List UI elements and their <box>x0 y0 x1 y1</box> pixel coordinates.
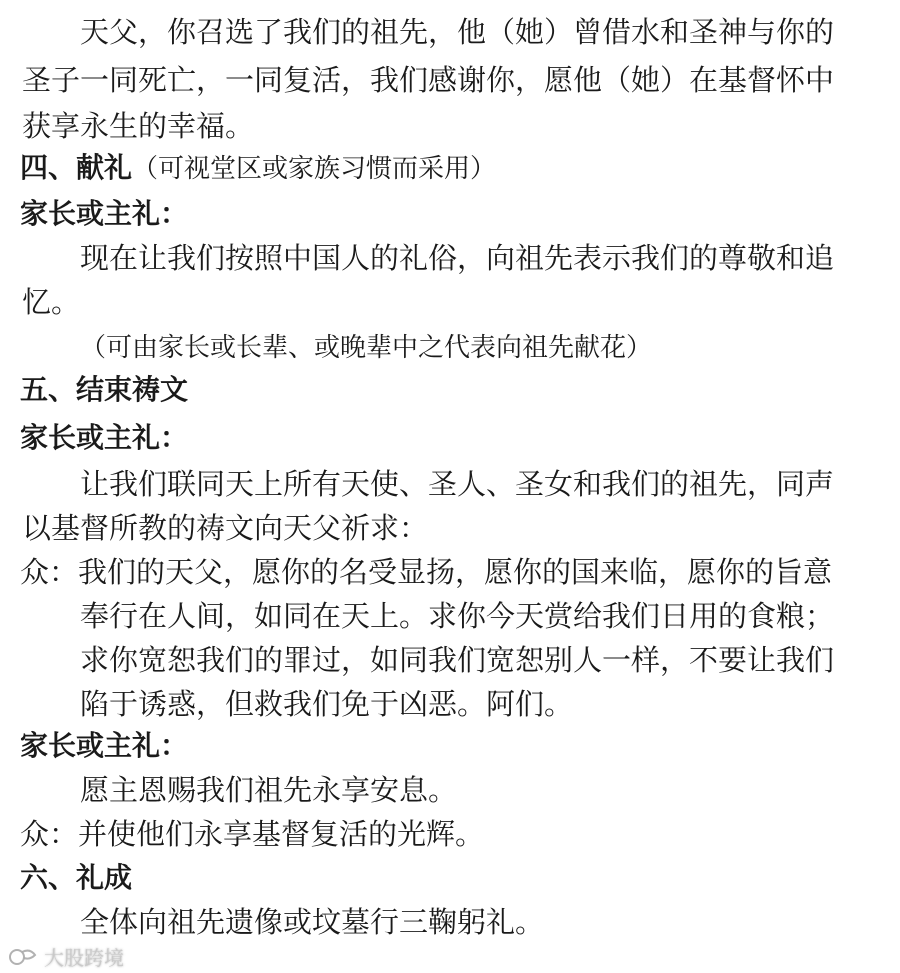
paragraph-line: 获享永生的幸福。 <box>22 109 255 143</box>
section-note: （可视堂区或家族习惯而采用） <box>132 154 497 184</box>
paragraph-line: 以基督所教的祷文向天父祈求： <box>22 511 429 545</box>
speaker-label: 家长或主礼： <box>20 421 189 454</box>
prayer-line: 众：我们的天父，愿你的名受显扬，愿你的国来临，愿你的旨意 <box>20 555 833 589</box>
speaker-label: 家长或主礼： <box>20 197 189 230</box>
section-title: 四、献礼 <box>20 151 133 184</box>
paragraph-line: 现在让我们按照中国人的礼俗，向祖先表示我们的尊敬和追 <box>80 241 835 275</box>
prayer-line: 求你宽恕我们的罪过，如同我们宽恕别人一样，不要让我们 <box>80 643 835 677</box>
prayer-line: 陷于诱惑，但救我们免于凶恶。阿们。 <box>80 687 574 721</box>
rubric-note: （可由家长或长辈、或晚辈中之代表向祖先献花） <box>80 333 653 363</box>
paragraph-line: 忆。 <box>22 285 81 319</box>
section-heading-5: 五、结束祷文 <box>20 373 189 406</box>
paragraph-line: 让我们联同天上所有天使、圣人、圣女和我们的祖先，同声 <box>80 467 835 501</box>
watermark <box>8 942 124 971</box>
brand-logo-icon <box>8 946 38 968</box>
section-heading-4 <box>20 150 496 187</box>
paragraph-line: 愿主恩赐我们祖先永享安息。 <box>80 773 458 807</box>
paragraph-line: 全体向祖先遗像或坟墓行三鞠躬礼。 <box>80 905 545 939</box>
prayer-line: 众：并使他们永享基督复活的光辉。 <box>20 817 485 851</box>
paragraph-line: 天父，你召选了我们的祖先，他（她）曾借水和圣神与你的 <box>80 15 835 49</box>
watermark-text: 大股跨境 <box>44 946 124 970</box>
speaker-label: 家长或主礼： <box>20 729 189 762</box>
prayer-line: 奉行在人间，如同在天上。求你今天赏给我们日用的食粮； <box>80 599 835 633</box>
paragraph-line: 圣子一同死亡，一同复活，我们感谢你，愿他（她）在基督怀中 <box>22 63 835 97</box>
section-heading-6: 六、礼成 <box>20 861 133 894</box>
